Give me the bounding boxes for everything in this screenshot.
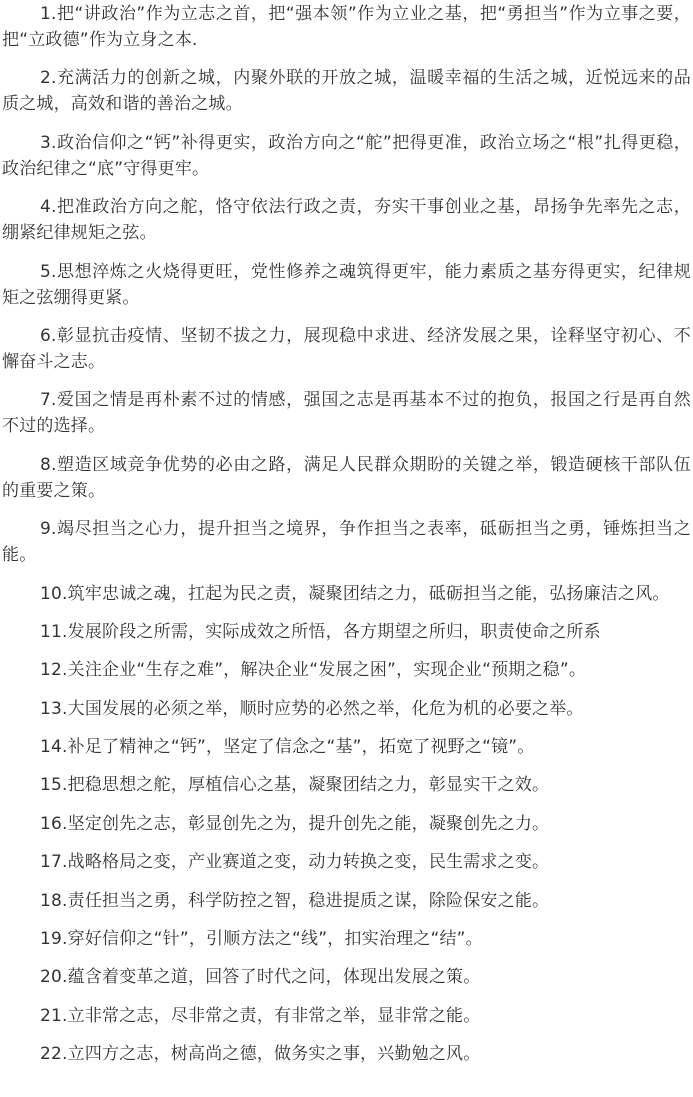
paragraph-item: 18.责任担当之勇，科学防控之智，稳进提质之谋，除险保安之能。 bbox=[40, 890, 550, 911]
paragraph-item: 10.筑牢忠诚之魂，扛起为民之责，凝聚团结之力，砥砺担当之能，弘扬廉洁之风。 bbox=[40, 583, 670, 604]
paragraph-item: 12.关注企业“生存之难”，解决企业“发展之困”，实现企业“预期之稳”。 bbox=[40, 660, 587, 681]
paragraph-item: 16.坚定创先之志，彰显创先之为，提升创先之能，凝聚创先之力。 bbox=[40, 813, 550, 834]
paragraph-item: 5.思想淬炼之火烧得更旺，党性修养之魂筑得更牢，能力素质之基夯得更实，纪律规矩之弦绷得更紧。 bbox=[2, 261, 691, 308]
paragraph-item: 3.政治信仰之“钙”补得更实，政治方向之“舵”把得更准，政治立场之“根”扎得更稳，政治纪律之“底”守得更牢。 bbox=[2, 132, 691, 179]
paragraph-item: 21.立非常之志，尽非常之责，有非常之举，显非常之能。 bbox=[40, 1005, 481, 1026]
paragraph-item: 15.把稳思想之舵，厚植信心之基，凝聚团结之力，彰显实干之效。 bbox=[40, 775, 550, 796]
paragraph-item: 8.塑造区域竞争优势的必由之路，满足人民群众期盼的关键之举，锻造硬核干部队伍的重要之策。 bbox=[2, 454, 691, 501]
paragraph-item: 22.立四方之志，树高尚之德，做务实之事，兴勤勉之风。 bbox=[40, 1044, 481, 1065]
paragraph-item: 20.蕴含着变革之道，回答了时代之问，体现出发展之策。 bbox=[40, 967, 481, 988]
paragraph-item: 17.战略格局之变，产业赛道之变，动力转换之变，民生需求之变。 bbox=[40, 852, 550, 873]
paragraph-item: 6.彰显抗击疫情、坚韧不拔之力，展现稳中求进、经济发展之果，诠释坚守初心、不懈奋斗之志。 bbox=[2, 325, 691, 372]
paragraph-item: 4.把准政治方向之舵，恪守依法行政之责，夯实干事创业之基，昂扬争先率先之志，绷紧纪律规矩之弦。 bbox=[2, 197, 691, 244]
paragraph-item: 7.爱国之情是再朴素不过的情感，强国之志是再基本不过的抱负，报国之行是再自然不过的选择。 bbox=[2, 390, 691, 437]
paragraph-item: 13.大国发展的必须之举，顺时应势的必然之举，化危为机的必要之举。 bbox=[40, 698, 584, 719]
paragraph-item: 2.充满活力的创新之城，内聚外联的开放之城，温暖幸福的生活之城，近悦远来的品质之城，高效和谐的善治之城。 bbox=[2, 68, 691, 115]
paragraph-item: 11.发展阶段之所需，实际成效之所悟，各方期望之所归，职责使命之所系 bbox=[40, 621, 601, 642]
paragraph-item: 19.穿好信仰之“针”，引顺方法之“线”，扣实治理之“结”。 bbox=[40, 929, 483, 950]
paragraph-item: 1.把“讲政治”作为立志之首，把“强本领”作为立业之基，把“勇担当”作为立事之要，把“立政德”作为立身之本. bbox=[2, 4, 691, 50]
paragraph-item: 9.竭尽担当之心力，提升担当之境界，争作担当之表率，砥砺担当之勇，锤炼担当之能。 bbox=[2, 519, 691, 566]
paragraph-item: 14.补足了精神之“钙”，坚定了信念之“基”，拓宽了视野之“镜”。 bbox=[40, 737, 535, 758]
